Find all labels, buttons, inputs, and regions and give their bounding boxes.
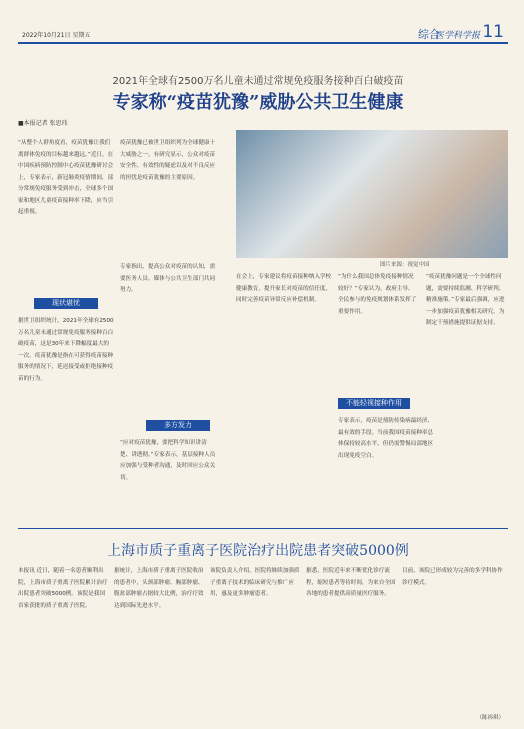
masthead bbox=[18, 22, 508, 44]
paragraph: 据悉，医院近年来不断优化诊疗流程，缩短患者等待时间，为来自全国各地的患者提供高质量医疗服务。 bbox=[306, 568, 396, 597]
paragraph: 据统计，上海市质子重离子医院收治的患者中，头颈部肿瘤、胸部肿瘤、腹盆部肿瘤占据较大比例，治疗疗效达到国际先进水平。 bbox=[114, 568, 204, 609]
article2-column-5 bbox=[402, 566, 506, 706]
article2-column-4 bbox=[306, 566, 396, 722]
paragraph: “疫苗犹豫问题是一个全球性问题，需要持续监测、科学研判、精准施策。”专家最后强调，应进一步加强疫苗犹豫相关研究，为制定干预措施提供证据支持。 bbox=[426, 274, 505, 326]
article-column-1b bbox=[18, 316, 114, 522]
paragraph: 本报讯 近日，随着一名患者顺利出院，上海市质子重离子医院累计治疗出院患者突破5000例。该院是我国首家获批的质子重离子医院。 bbox=[18, 568, 108, 609]
newspaper-logo: 医学科学报 bbox=[434, 31, 480, 41]
article-column-4b bbox=[338, 416, 434, 522]
paragraph: 在会上，专家建议将疫苗接种纳入学校健康教育，提升家长对疫苗的信任度，同时完善疫苗异常反应补偿机制。 bbox=[236, 274, 332, 303]
paragraph: “应对疫苗犹豫，要把科学知识讲清楚、讲透彻。”专家表示，基层接种人员应加强与受种者沟通，及时回应公众关切。 bbox=[120, 440, 216, 481]
article-column-5-top bbox=[338, 272, 418, 392]
article-column-2 bbox=[120, 138, 216, 258]
subheading: 现状堪忧 bbox=[34, 298, 98, 309]
article2-credit: （陈祎琪） bbox=[476, 715, 504, 721]
section-label: 综合 bbox=[418, 28, 440, 41]
article-divider bbox=[18, 528, 508, 529]
article-byline: ■本报记者 张思玮 bbox=[18, 120, 68, 127]
issue-date: 2022年10月21日 星期五 bbox=[22, 32, 91, 39]
paragraph: 疫苗犹豫已被世卫组织列为全球健康十大威胁之一。有研究显示，公众对疫苗安全性、有效性的疑虑以及对不良反应的担忧是疫苗犹豫的主要原因。 bbox=[120, 140, 216, 181]
paragraph: “为什么我国总体免疫接种情况较好？”专家认为，政府主导、全民参与的免疫规划体系发挥了重要作用。 bbox=[338, 274, 417, 315]
subheading: 不能轻视接种作用 bbox=[338, 398, 410, 409]
vaccination-photo bbox=[236, 130, 508, 258]
article-column-4 bbox=[236, 272, 332, 522]
article2-column-2 bbox=[114, 566, 204, 722]
article2-column-3 bbox=[210, 566, 300, 722]
article-headline: 专家称“疫苗犹豫”威胁公共卫生健康 bbox=[112, 92, 404, 113]
paragraph: 该院负责人介绍，医院将继续加强质子重离子技术的临床研究与推广应用，惠及更多肿瘤患者。 bbox=[210, 568, 300, 597]
subheading: 多方发力 bbox=[146, 420, 210, 431]
paragraph: 目前，该院已形成较为完善的多学科协作诊疗模式。 bbox=[402, 568, 503, 586]
page-number: 11 bbox=[482, 22, 504, 42]
paragraph: 据世卫组织统计，2021年全球有2500万名儿童未通过常规免疫服务接种百白破疫苗，这是30年来下降幅度最大的一次。疫苗犹豫是指在可获得疫苗接种服务的情况下，延迟接受或拒绝接种疫苗的行为。 bbox=[18, 318, 114, 382]
paragraph: 专家表示，疫苗是预防传染病最经济、最有效的手段。当前我国疫苗接种率总体保持较高水平，但仍需警惕局部地区出现免疫空白。 bbox=[338, 418, 434, 459]
article2-column-1 bbox=[18, 566, 108, 722]
article-column-1 bbox=[18, 138, 114, 288]
article-kicker: 2021年全球有2500万名儿童未通过常规免疫服务接种百白破疫苗 bbox=[112, 76, 404, 87]
paragraph: “从整个人群角度看，疫苗犹豫让我们离群体免疫的目标越来越远。”近日，在中国疾病预防控制中心疫苗犹豫研讨会上，专家表示，新冠肺炎疫情期间，部分常规免疫服务受到冲击，全球多个国家和地区儿童疫苗接种率下降，应当引起重视。 bbox=[18, 140, 114, 215]
photo-caption: 图片来源：视觉中国 bbox=[380, 262, 430, 268]
paragraph: 专家指出，提高公众对疫苗的认知，需要医务人员、媒体与公共卫生部门共同努力。 bbox=[120, 264, 216, 293]
article-column-2b bbox=[120, 262, 216, 412]
article-column-5 bbox=[426, 272, 508, 522]
article-column-3 bbox=[120, 438, 216, 522]
article2-headline: 上海市质子重离子医院治疗出院患者突破5000例 bbox=[107, 543, 409, 559]
